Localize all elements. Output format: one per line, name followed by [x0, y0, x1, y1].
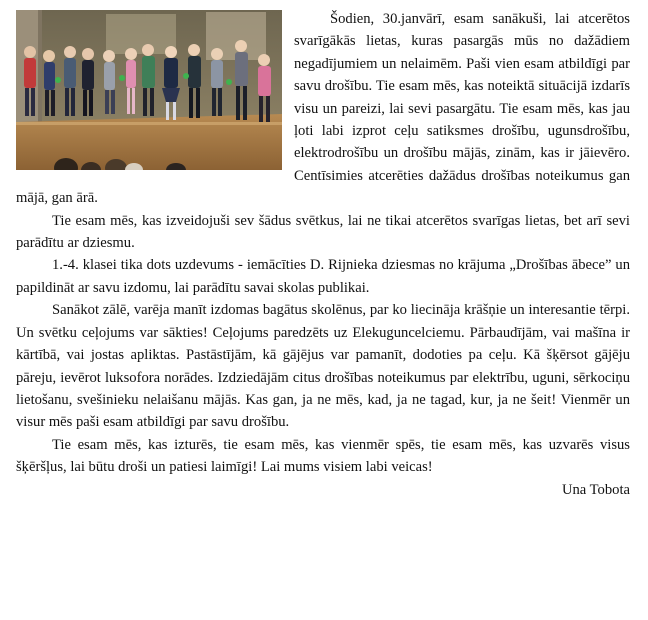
- paragraph-intro: Šodien, 30.janvārī, esam sanākuši, lai atcerētos svarīgākās lietas, kuras pasargās mūs no dažādiem negadījumiem un nelaimēm. Paši vien esam atbildīgi par savu drošību. Tie esam mēs, kas noteiktā situācijā izdarīs visu un pareizi, lai sevi pasargātu. Tie esam mēs, kas jau ļoti labi izprot ceļu satiksmes drošību, ugunsdrošību, elektrodrošību un drošību mājās, zinām, kas ir jāievēro. Centīsimies atcerēties dažādus drošības noteikumus gan mājā, gan ārā.: [16, 11, 630, 207]
- author-signature: Una Tobota: [561, 481, 630, 498]
- children-performing-on-stage-photo: [16, 10, 282, 170]
- paragraph-closing: Tie esam mēs, kas izturēs, tie esam mēs, kas vienmēr spēs, tie esam mēs, kas uzvarēs visus šķēršļus, lai būtu droši un patiesi laimīgi! Lai mums visiem labi veicas!: [16, 436, 630, 476]
- article: [16, 8, 630, 501]
- paragraph-celebration: Tie esam mēs, kas izveidojuši sev šādus svētkus, lai ne tikai atcerētos svarīgas lietas, bet arī sevi parādītu ar dziesmu.: [16, 212, 630, 252]
- paragraph-journey: Sanākot zālē, varēja manīt izdomas bagātus skolēnus, par ko liecināja krāšņie un interesantie tērpi. Un svētku ceļojums var sākties! Ceļojums paredzēts uz Elekuguncelciemu. Pārbaudījām, vai mašīna ir kārtībā, vai jostas apliktas. Pastāstījām, kā gājējus var pamanīt, dodoties pa ceļu. Kā šķērsot gājēju pāreju, ievērot luksofora norādes. Izdziedājām citus drošības noteikumus par elektrību, uguni, sērkociņu lietošanu, svešinieku nelaišanu mājās. Kas gan, ja ne mēs, kad, ja ne tagad, kur, ja ne šeit! Vienmēr un visur mēs paši esam atbildīgi par savu drošību.: [16, 302, 630, 431]
- paragraph-assignment: 1.-4. klasei tika dots uzdevums - iemācīties D. Rijnieka dziesmas no krājuma „Drošības ābece” un papildināt ar savu izdomu, lai parādītu savai skolas publikai.: [16, 257, 630, 296]
